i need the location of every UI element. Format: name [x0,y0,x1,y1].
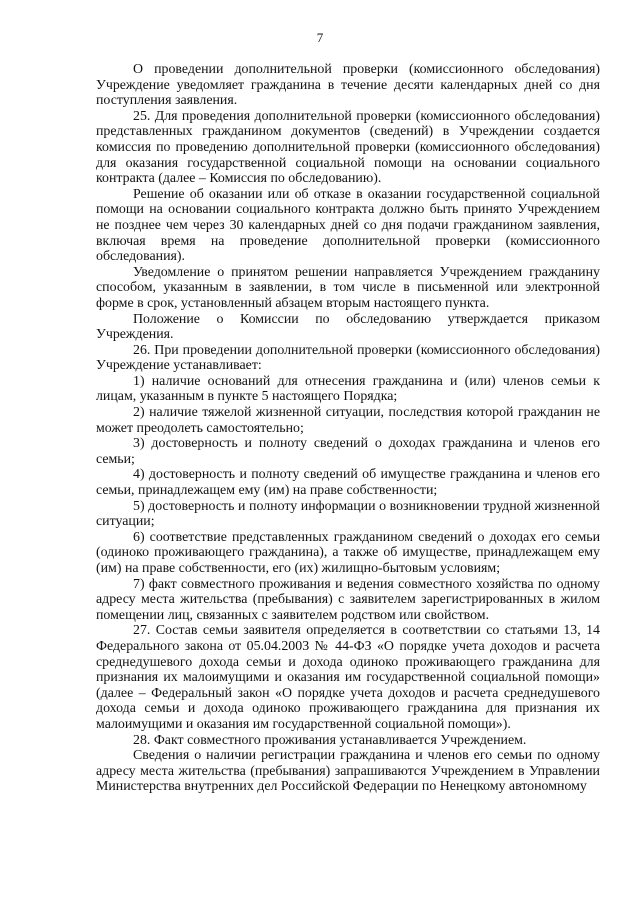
list-item-26-5: 5) достоверность и полноту информации о возникновении трудной жизненной ситуации; [96,498,600,530]
list-item-26-2: 2) наличие тяжелой жизненной ситуации, последствия которой гражданин не может преодолеть самостоятельно; [96,405,600,436]
paragraph-item-28: 28. Факт совместного проживания устанавливается Учреждением. [133,732,527,748]
list-item-26-4: 4) достоверность и полноту сведений об имуществе гражданина и членов его семьи, принадлежащем ему (им) на праве собственности; [96,467,600,499]
list-item-26-7: 7) факт совместного проживания и ведения совместного хозяйства по одному адресу места жительства (пребывания) с заявителем зарегистрированных в жилом помещении лиц, связанных с заявителем родством или свойством. [96,576,600,623]
paragraph-notification-additional-check: О проведении дополнительной проверки (комиссионного обследования) Учреждение уведомляет гражданина в течение десяти календарных дней со дня поступления заявления. [96,62,600,109]
paragraph-item-25: 25. Для проведения дополнительной проверки (комиссионного обследования) представленных гражданином документов (сведений) в Учреждении создается комиссия по проведению дополнительной проверки (комиссионного обследования) для оказания государственной социальной помощи на основании социального контракта (далее – Комиссия по обследованию). [96,108,600,187]
list-item-26-1: 1) наличие оснований для отнесения гражданина и (или) членов семьи к лицам, указанным в пункте 5 настоящего Порядка; [96,373,600,405]
page-number: 7 [316,30,324,45]
paragraph-registration-info: Сведения о наличии регистрации гражданина и членов его семьи по одному адресу места жительства (пребывания) запрашиваются Учреждением в Управлении Министерства внутренних дел Российской Федерации по Ненецкому автономному [96,748,600,795]
paragraph-decision-notification: Уведомление о принятом решении направляется Учреждением гражданину способом, указанным в заявлении, в том числе в письменной или электронной форме в срок, установленный абзацем вторым настоящего пункта. [96,264,600,311]
list-item-26-6: 6) соответствие представленных гражданином сведений о доходах его семьи (одиноко проживающего гражданина), а также об имуществе, принадлежащем ему (им) на праве собственности, его (их) жилищно-бытовым условиям; [96,529,600,576]
list-item-26-3: 3) достоверность и полноту сведений о доходах гражданина и членов его семьи; [96,436,600,467]
document-body [96,62,600,795]
paragraph-decision-deadline: Решение об оказании или об отказе в оказании государственной социальной помощи на основании социального контракта должно быть принято Учреждением не позднее чем через 30 календарных дней со дня подачи гражданином заявления, включая время на проведение дополнительной проверки (комиссионного обследования). [96,186,600,265]
paragraph-item-26: 26. При проведении дополнительной проверки (комиссионного обследования) Учреждение устанавливает: [96,342,600,374]
paragraph-commission-regulation: Положение о Комиссии по обследованию утверждается приказом Учреждения. [96,311,600,343]
paragraph-item-27: 27. Состав семьи заявителя определяется в соответствии со статьями 13, 14 Федерального закона от 05.04.2003 № 44-ФЗ «О порядке учета доходов и расчета среднедушевого дохода семьи и дохода одиноко проживающего гражданина для признания их малоимущими и оказания им государственной социальной помощи» (далее – Федеральный закон «О порядке учета доходов и расчета среднедушевого дохода семьи и дохода одиноко проживающего гражданина для признания их малоимущими и оказания им государственной социальной помощи»). [96,623,600,732]
